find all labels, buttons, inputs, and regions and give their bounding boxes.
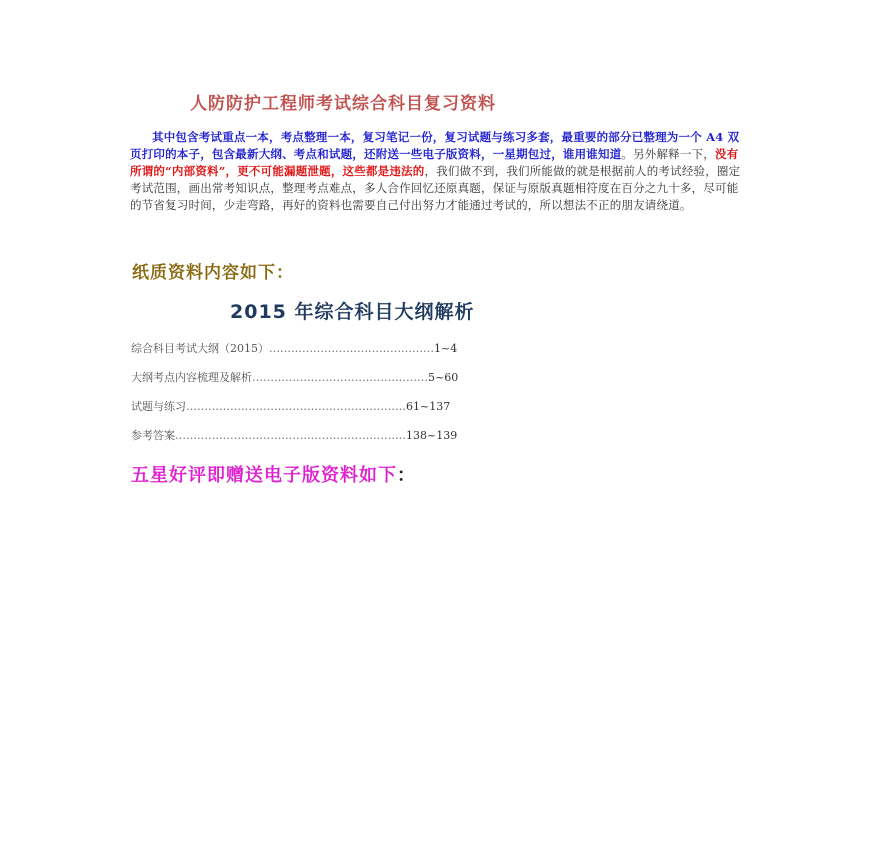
table-of-contents bbox=[131, 340, 591, 456]
toc-item bbox=[131, 398, 591, 427]
toc-item-label: 试题与练习 bbox=[131, 400, 186, 413]
intro-paragraph bbox=[130, 129, 742, 214]
intro-highlight-red: 没有所谓的“内部资料”，更不可能漏题泄题，这些都是违法的 bbox=[130, 147, 739, 178]
toc-item-page: 1~4 bbox=[434, 342, 458, 355]
gift-heading-text: 五星好评即赠送电子版资料如下 bbox=[131, 465, 397, 486]
toc-item bbox=[131, 340, 591, 369]
toc-leader-dots: …………………………………………………… bbox=[186, 400, 406, 413]
gift-materials-heading bbox=[131, 461, 416, 487]
toc-item-label: 综合科目考试大纲（2015） bbox=[131, 342, 269, 355]
document-title: 人防防护工程师考试综合科目复习资料 bbox=[190, 94, 496, 114]
toc-leader-dots: ………………………………………… bbox=[252, 371, 428, 384]
toc-item bbox=[131, 427, 591, 456]
intro-separator: 。 bbox=[621, 147, 634, 161]
toc-item-page: 138~139 bbox=[406, 429, 458, 442]
outline-subtitle: 2015 年综合科目大纲解析 bbox=[230, 301, 475, 323]
toc-leader-dots: ……………………………………………………… bbox=[175, 429, 406, 442]
intro-text: 另外解释一下， bbox=[633, 147, 716, 161]
toc-item bbox=[131, 369, 591, 398]
gift-heading-colon: ： bbox=[397, 465, 416, 486]
toc-item-page: 5~60 bbox=[428, 371, 459, 384]
toc-item-page: 61~137 bbox=[406, 400, 451, 413]
toc-item-label: 大纲考点内容梳理及解析 bbox=[131, 371, 252, 384]
intro-highlight-blue: 其中包含考试重点一本，考点整理一本，复习笔记一份，复习试题与练习多套，最重要的部分已整理为一个 A4 双页打印的本子，包含最新大纲、考点和试题，还附送一些电子版资料，一星期包过，谁用谁知道 bbox=[130, 130, 740, 161]
toc-item-label: 参考答案 bbox=[131, 429, 175, 442]
intro-text-rest: ，我们做不到，我们所能做的就是根据前人的考试经验，圈定考试范围，画出常考知识点，整理考点难点，多人合作回忆还原真题，保证与原版真题相符度在百分之九十多，尽可能的节省复习时间，少走弯路，再好的资料也需要自己付出努力才能通过考试的，所以想法不正的朋友请绕道。 bbox=[130, 164, 741, 212]
paper-materials-heading: 纸质资料内容如下： bbox=[132, 263, 294, 283]
toc-leader-dots: ……………………………………… bbox=[269, 342, 434, 355]
